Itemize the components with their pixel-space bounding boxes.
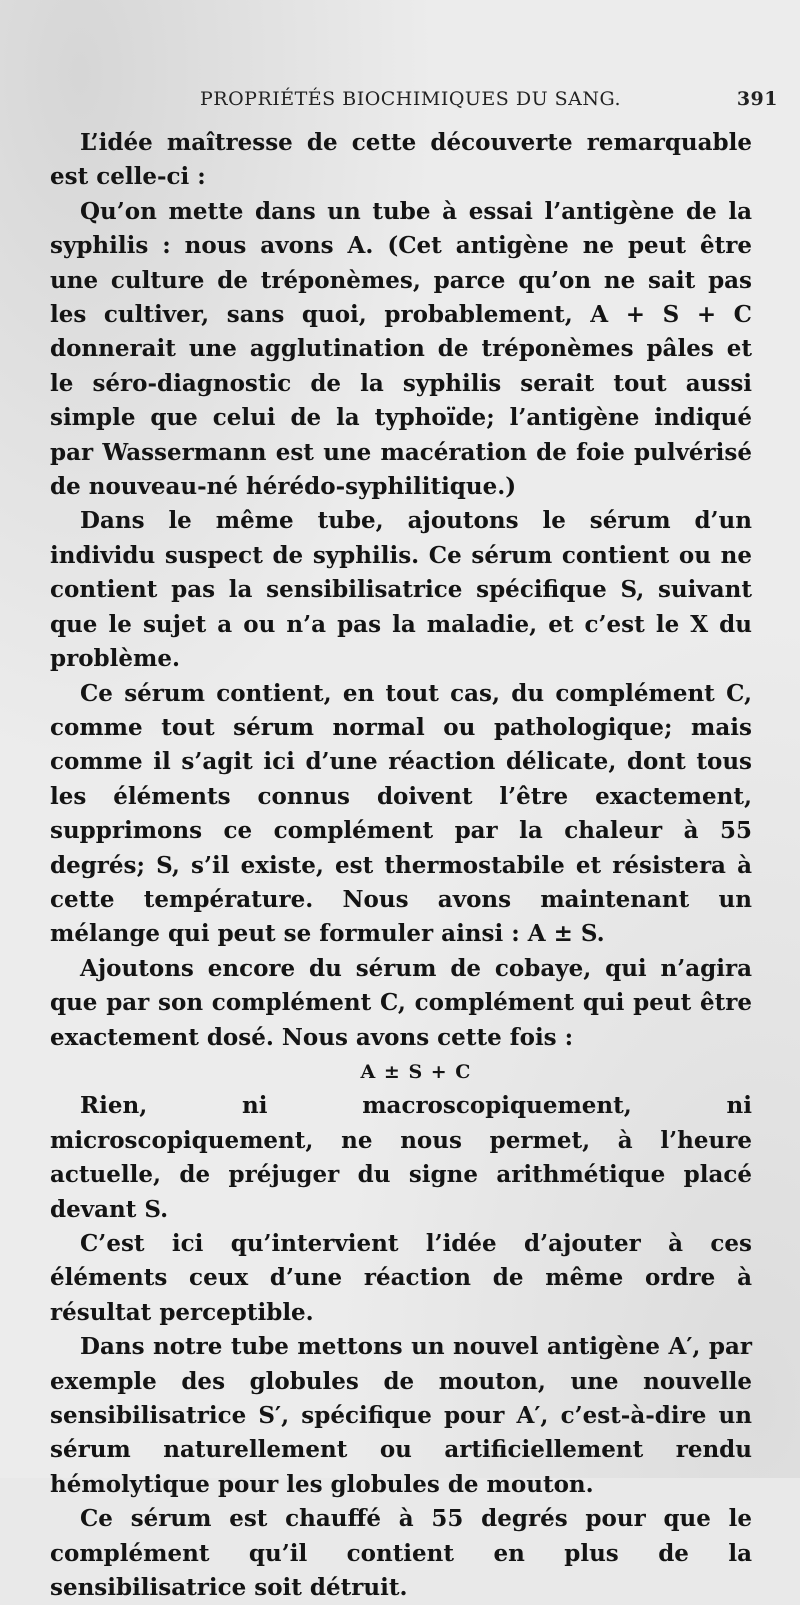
paragraph: Ce sérum contient, en tout cas, du complément C, comme tout sérum normal ou pathologique; mais comme il s’agit ici d’une réaction délicate, dont tous les éléments connus doivent l’être exactement, supprimons ce complément par la chaleur à 55 degrés; S, s’il existe, est thermostabile et résistera à cette température. Nous avons maintenant un mélange qui peut se formuler ainsi : A ± S. [50,679,752,948]
formula: A ± S + C [360,1060,472,1083]
page-body [50,126,752,1605]
running-header [200,88,790,118]
page-number: 391 [736,88,778,110]
paragraph: L’idée maîtresse de cette découverte remarquable est celle-ci : [50,129,752,191]
paragraph: Rien, ni macroscopiquement, ni microscopiquement, ne nous permet, à l’heure actuelle, de préjuger du signe arithmétique placé devant S. [50,1092,752,1223]
paragraph: C’est ici qu’intervient l’idée d’ajouter à ces éléments ceux d’une réaction de même ordre à résultat perceptible. [50,1230,752,1326]
paragraph: Qu’on mette dans un tube à essai l’antigène de la syphilis : nous avons A. (Cet antigène ne peut être une culture de tréponèmes, parce qu’on ne sait pas les cultiver, sans quoi, probablement, A + S + C donnerait une agglutination de tréponèmes pâles et le séro-diagnostic de la syphilis serait tout aussi simple que celui de la typhoïde; l’antigène indiqué par Wassermann est une macération de foie pulvérisé de nouveau-né hérédo-syphilitique.) [50,197,752,501]
paragraph: Dans le même tube, ajoutons le sérum d’un individu suspect de syphilis. Ce sérum contient ou ne contient pas la sensibilisatrice spécifique S, suivant que le sujet a ou n’a pas la maladie, et c’est le X du problème. [50,507,752,673]
paragraph: Dans notre tube mettons un nouvel antigène A′, par exemple des globules de mouton, une nouvelle sensibilisatrice S′, spécifique pour A′, c’est-à-dire un sérum naturellement ou artificiellement rendu hémolytique pour les globules de mouton. [50,1333,752,1498]
paragraph: Ajoutons encore du sérum de cobaye, qui n’agira que par son complément C, complément qui peut être exactement dosé. Nous avons cette fois : [50,954,752,1051]
paragraph: Ce sérum est chauffé à 55 degrés pour que le complément qu’il contient en plus de la sensibilisatrice soit détruit. [50,1505,752,1602]
running-title: PROPRIÉTÉS BIOCHIMIQUES DU SANG. [200,88,622,110]
